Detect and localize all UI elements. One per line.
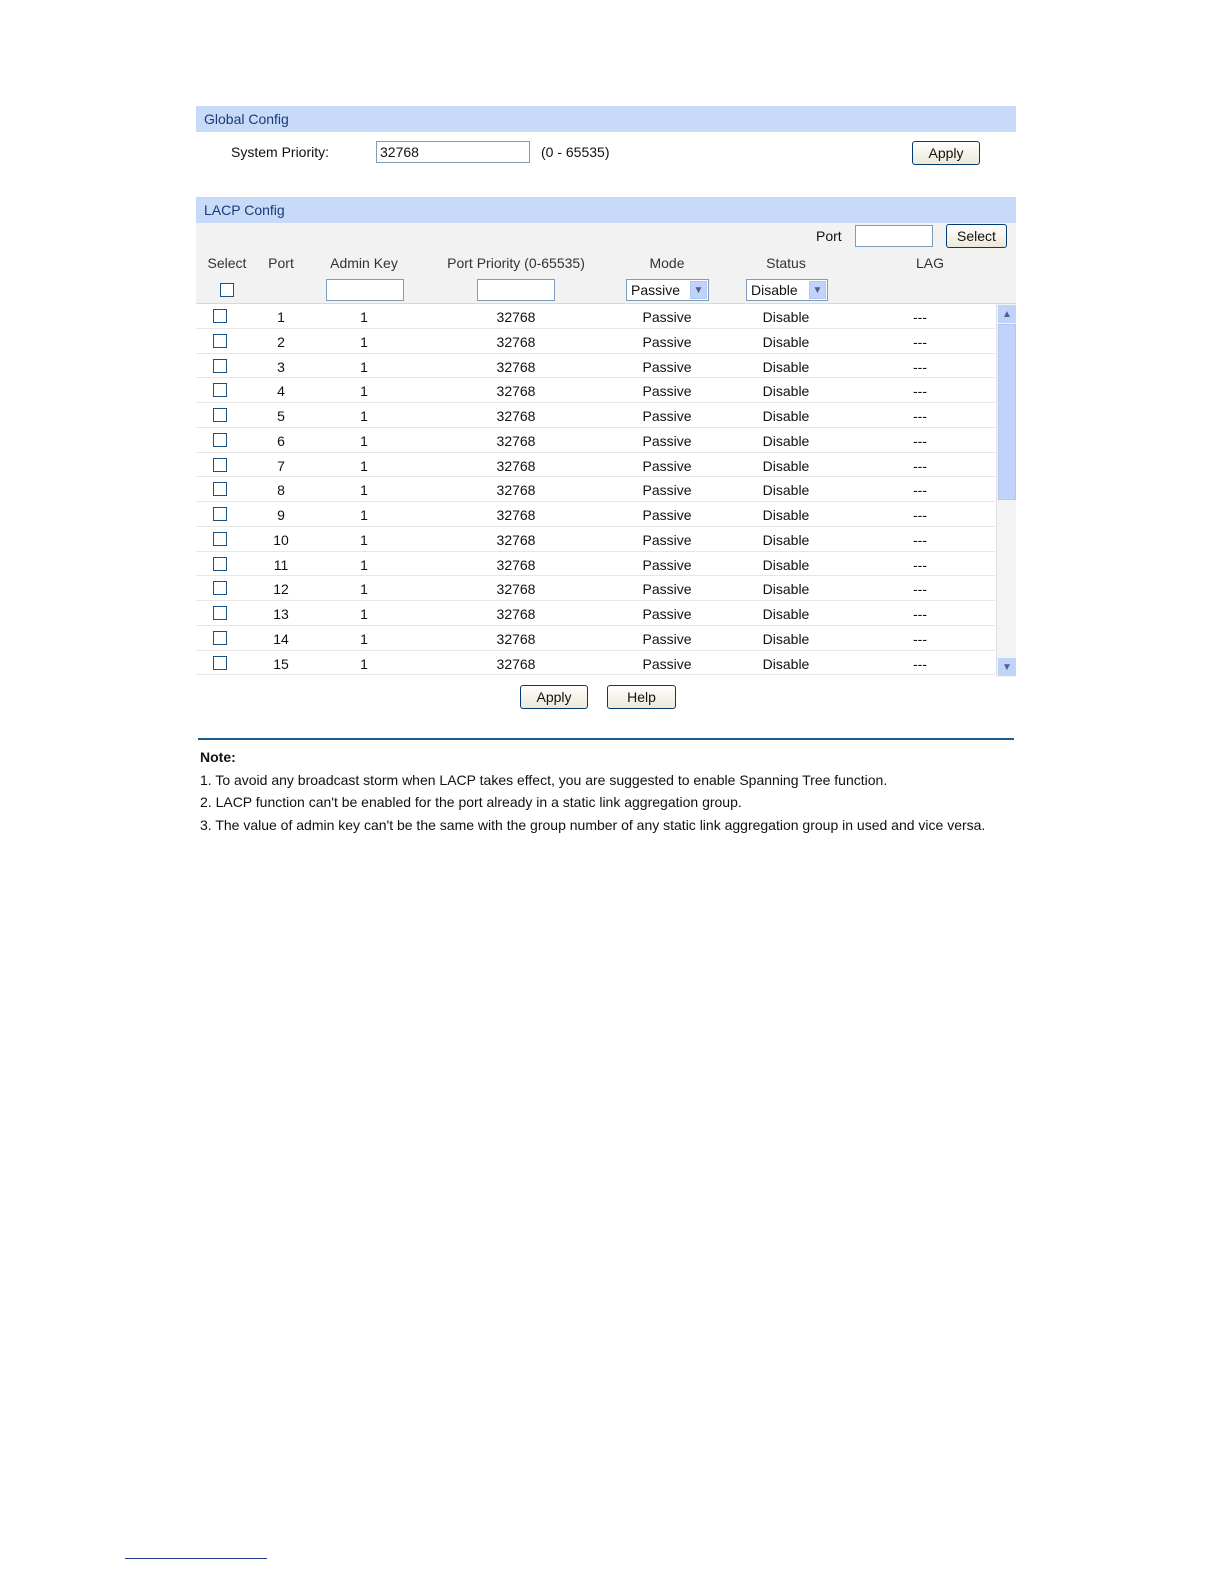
cell-status: Disable — [762, 383, 810, 400]
row-select-checkbox[interactable] — [213, 334, 227, 348]
col-mode-header: Mode — [649, 255, 685, 271]
cell-mode: Passive — [642, 333, 692, 350]
row-select-checkbox[interactable] — [213, 433, 227, 447]
row-select-checkbox[interactable] — [213, 631, 227, 645]
cell-mode: Passive — [642, 630, 692, 647]
cell-lag: --- — [913, 309, 927, 325]
cell-status: Disable — [762, 581, 810, 598]
table-row — [196, 453, 995, 478]
cell-port: 5 — [277, 408, 285, 424]
note-item: 2. LACP function can't be enabled for the port already in a static link aggregation group. — [200, 794, 742, 810]
chevron-down-icon: ▼ — [690, 281, 707, 299]
table-row — [196, 502, 995, 527]
mode-filter-value: Passive — [631, 282, 681, 298]
cell-port: 3 — [277, 358, 285, 375]
cell-lag: --- — [913, 507, 927, 523]
cell-lag: --- — [913, 383, 927, 400]
chevron-down-icon: ▼ — [809, 281, 826, 299]
cell-mode: Passive — [642, 581, 692, 598]
cell-admin-key: 1 — [360, 531, 368, 548]
cell-mode: Passive — [642, 432, 692, 449]
cell-port: 7 — [277, 457, 285, 474]
cell-mode: Passive — [642, 309, 692, 325]
status-filter-value: Disable — [751, 282, 798, 298]
cell-port: 8 — [277, 482, 285, 499]
cell-status: Disable — [762, 408, 810, 424]
col-status-header: Status — [766, 255, 806, 271]
table-actions — [196, 677, 1016, 711]
cell-priority: 32768 — [496, 383, 536, 400]
admin-key-filter-input[interactable] — [326, 279, 404, 301]
cell-status: Disable — [762, 333, 810, 350]
cell-port: 10 — [273, 531, 289, 548]
note-section — [200, 746, 985, 836]
cell-priority: 32768 — [496, 531, 536, 548]
lacp-apply-button[interactable]: Apply — [520, 685, 588, 709]
table-row — [196, 428, 995, 453]
row-select-checkbox[interactable] — [213, 507, 227, 521]
cell-status: Disable — [762, 630, 810, 647]
row-select-checkbox[interactable] — [213, 581, 227, 595]
cell-port: 9 — [277, 507, 285, 523]
table-row — [196, 651, 995, 676]
cell-port: 6 — [277, 432, 285, 449]
table-row — [196, 527, 995, 552]
select-all-checkbox[interactable] — [220, 283, 234, 297]
cell-lag: --- — [913, 556, 927, 573]
cell-priority: 32768 — [496, 581, 536, 598]
cell-mode: Passive — [642, 408, 692, 424]
cell-priority: 32768 — [496, 309, 536, 325]
table-body — [196, 304, 1016, 677]
row-select-checkbox[interactable] — [213, 309, 227, 323]
row-select-checkbox[interactable] — [213, 656, 227, 670]
cell-status: Disable — [762, 457, 810, 474]
cell-mode: Passive — [642, 655, 692, 672]
cell-mode: Passive — [642, 606, 692, 622]
cell-port: 14 — [273, 630, 289, 647]
mode-filter-select[interactable] — [626, 279, 709, 301]
global-apply-button[interactable]: Apply — [912, 141, 980, 165]
cell-lag: --- — [913, 630, 927, 647]
note-divider — [198, 738, 1014, 740]
port-select-bar — [196, 223, 1016, 250]
cell-admin-key: 1 — [360, 309, 368, 325]
cell-admin-key: 1 — [360, 432, 368, 449]
cell-port: 13 — [273, 606, 289, 622]
cell-status: Disable — [762, 358, 810, 375]
cell-status: Disable — [762, 531, 810, 548]
help-button[interactable]: Help — [607, 685, 676, 709]
scrollbar-thumb[interactable] — [998, 324, 1016, 500]
cell-lag: --- — [913, 581, 927, 598]
cell-priority: 32768 — [496, 507, 536, 523]
col-port-priority-header: Port Priority (0-65535) — [447, 255, 585, 271]
global-config-panel — [196, 106, 1016, 176]
row-select-checkbox[interactable] — [213, 359, 227, 373]
cell-mode: Passive — [642, 482, 692, 499]
cell-mode: Passive — [642, 457, 692, 474]
cell-lag: --- — [913, 482, 927, 499]
cell-status: Disable — [762, 507, 810, 523]
system-priority-range: (0 - 65535) — [541, 144, 610, 160]
table-row — [196, 403, 995, 428]
cell-status: Disable — [762, 655, 810, 672]
row-select-checkbox[interactable] — [213, 532, 227, 546]
table-row — [196, 477, 995, 502]
table-row — [196, 576, 995, 601]
cell-lag: --- — [913, 606, 927, 622]
row-select-checkbox[interactable] — [213, 408, 227, 422]
port-input[interactable] — [855, 225, 933, 247]
scroll-up-arrow-icon[interactable]: ▲ — [998, 305, 1016, 323]
row-select-checkbox[interactable] — [213, 557, 227, 571]
table-row — [196, 354, 995, 379]
cell-port: 2 — [277, 333, 285, 350]
cell-lag: --- — [913, 655, 927, 672]
cell-lag: --- — [913, 457, 927, 474]
cell-priority: 32768 — [496, 358, 536, 375]
cell-port: 4 — [277, 383, 285, 400]
cell-status: Disable — [762, 482, 810, 499]
table-header — [196, 250, 1016, 277]
cell-mode: Passive — [642, 358, 692, 375]
filter-row — [196, 277, 1016, 304]
cell-status: Disable — [762, 309, 810, 325]
col-port-header: Port — [268, 255, 294, 271]
table-scrollbar[interactable] — [996, 304, 1016, 677]
table-row — [196, 329, 995, 354]
table-row — [196, 626, 995, 651]
cell-admin-key: 1 — [360, 556, 368, 573]
note-title: Note: — [200, 749, 236, 765]
port-label: Port — [816, 228, 842, 244]
cell-status: Disable — [762, 432, 810, 449]
cell-admin-key: 1 — [360, 358, 368, 375]
col-select-header: Select — [207, 255, 247, 271]
cell-priority: 32768 — [496, 556, 536, 573]
cell-admin-key: 1 — [360, 606, 368, 622]
system-priority-row — [196, 132, 1016, 176]
row-select-checkbox[interactable] — [213, 606, 227, 620]
table-row — [196, 304, 995, 329]
note-item: 1. To avoid any broadcast storm when LACP takes effect, you are suggested to enable Spanning Tree function. — [200, 771, 888, 788]
cell-admin-key: 1 — [360, 482, 368, 499]
cell-lag: --- — [913, 432, 927, 449]
table-row — [196, 601, 995, 626]
cell-port: 12 — [273, 581, 289, 598]
cell-priority: 32768 — [496, 655, 536, 672]
cell-lag: --- — [913, 333, 927, 350]
table-row — [196, 552, 995, 577]
col-admin-key-header: Admin Key — [330, 255, 398, 271]
cell-port: 11 — [273, 556, 289, 573]
cell-lag: --- — [913, 408, 927, 424]
cell-priority: 32768 — [496, 432, 536, 449]
cell-lag: --- — [913, 531, 927, 548]
status-filter-select[interactable] — [746, 279, 828, 301]
table-row — [196, 378, 995, 403]
cell-admin-key: 1 — [360, 655, 368, 672]
system-priority-label: System Priority: — [231, 144, 330, 160]
cell-admin-key: 1 — [360, 333, 368, 350]
cell-priority: 32768 — [496, 457, 536, 474]
row-select-checkbox[interactable] — [213, 482, 227, 496]
cell-mode: Passive — [642, 383, 692, 400]
cell-admin-key: 1 — [360, 507, 368, 523]
cell-priority: 32768 — [496, 408, 536, 424]
system-priority-input[interactable] — [376, 141, 530, 163]
cell-admin-key: 1 — [360, 383, 368, 400]
row-select-checkbox[interactable] — [213, 458, 227, 472]
cell-admin-key: 1 — [360, 581, 368, 598]
global-config-title: Global Config — [196, 106, 1016, 132]
cell-priority: 32768 — [496, 333, 536, 350]
port-select-button[interactable]: Select — [946, 224, 1007, 248]
lacp-config-title: LACP Config — [196, 197, 1016, 223]
cell-priority: 32768 — [496, 630, 536, 647]
cell-lag: --- — [913, 358, 927, 375]
cell-mode: Passive — [642, 556, 692, 573]
note-item: 3. The value of admin key can't be the same with the group number of any static link aggregation group in used and vice versa. — [200, 816, 986, 833]
cell-mode: Passive — [642, 507, 692, 523]
cell-status: Disable — [762, 606, 810, 622]
cell-admin-key: 1 — [360, 457, 368, 474]
port-priority-filter-input[interactable] — [477, 279, 555, 301]
cell-port: 15 — [273, 655, 289, 672]
row-select-checkbox[interactable] — [213, 383, 227, 397]
cell-admin-key: 1 — [360, 630, 368, 647]
lacp-config-panel — [196, 197, 1016, 705]
cell-mode: Passive — [642, 531, 692, 548]
col-lag-header: LAG — [915, 255, 945, 271]
cell-port: 1 — [277, 309, 285, 325]
scroll-down-arrow-icon[interactable]: ▼ — [998, 658, 1016, 676]
cell-priority: 32768 — [496, 606, 536, 622]
cell-admin-key: 1 — [360, 408, 368, 424]
cell-status: Disable — [762, 556, 810, 573]
footnote-rule — [125, 1558, 267, 1559]
cell-priority: 32768 — [496, 482, 536, 499]
